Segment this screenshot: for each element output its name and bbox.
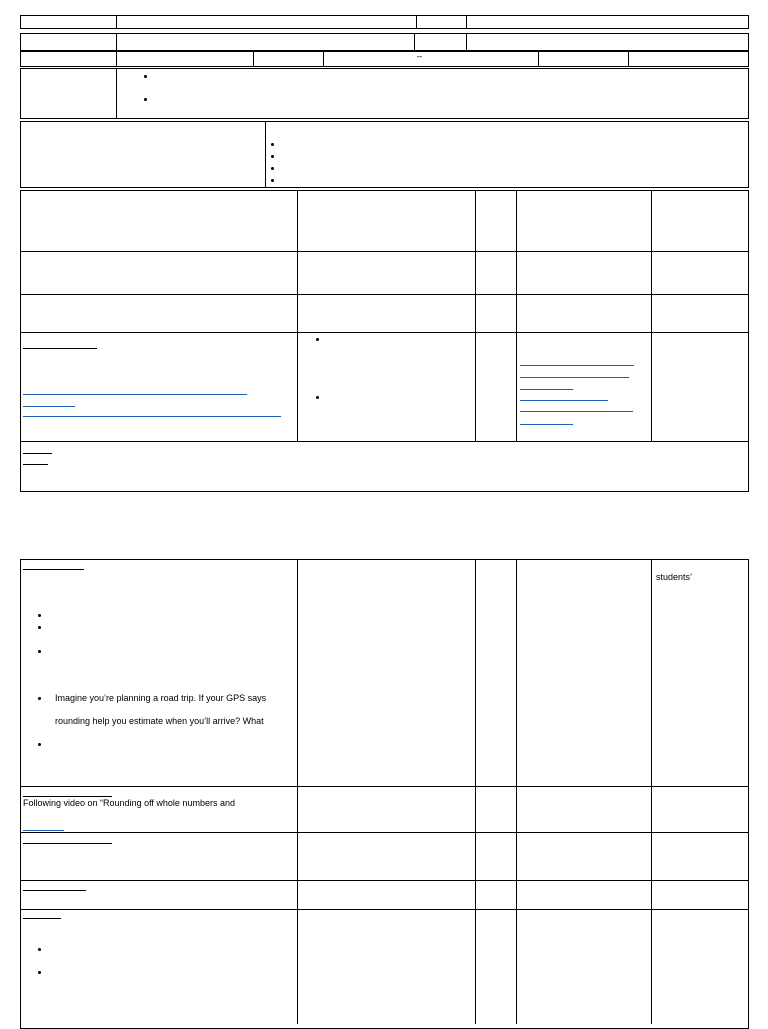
header-row-3-divider <box>538 51 539 67</box>
bullet-icon <box>38 650 41 653</box>
resource-link[interactable] <box>520 377 629 378</box>
section-heading-underline <box>23 890 86 891</box>
video-description: Following video on “Rounding off whole numbers and <box>23 798 235 808</box>
bullet-icon <box>38 971 41 974</box>
row-divider <box>20 786 749 787</box>
lesson-table-top <box>20 190 749 492</box>
bullet-icon <box>38 614 41 617</box>
header-dash: – <box>417 51 423 61</box>
bullet-icon <box>38 948 41 951</box>
row-divider <box>20 909 749 910</box>
header-row-1-divider <box>116 15 117 29</box>
header-row-3-divider <box>628 51 629 67</box>
bullet-icon <box>271 167 274 170</box>
column-divider <box>651 190 652 442</box>
objectives-divider <box>116 68 117 119</box>
header-row-3-divider <box>116 51 117 67</box>
header-row-1-divider <box>466 15 467 29</box>
section-heading-underline <box>23 464 48 465</box>
row-divider <box>20 832 749 833</box>
resource-link[interactable] <box>520 389 573 390</box>
header-row-2-divider <box>466 33 467 51</box>
bullet-icon <box>38 626 41 629</box>
bullet-icon <box>38 743 41 746</box>
column-divider <box>475 559 476 1024</box>
notes-students-text: students’ <box>656 572 693 582</box>
row-divider <box>20 332 749 333</box>
lesson-table-bottom <box>20 559 749 1029</box>
column-divider <box>516 559 517 1024</box>
column-divider <box>516 190 517 442</box>
section-heading-underline <box>23 453 52 454</box>
column-divider <box>651 559 652 1024</box>
header-row-3 <box>20 51 749 67</box>
header-row-2 <box>20 33 749 51</box>
bullet-icon <box>271 179 274 182</box>
bullet-icon <box>271 155 274 158</box>
objectives-row <box>20 68 749 119</box>
road-trip-question-line-2: rounding help you estimate when you’ll arrive? What <box>55 716 264 726</box>
section-heading-underline <box>23 796 112 797</box>
header-row-1-divider <box>416 15 417 29</box>
row-divider <box>20 251 749 252</box>
column-divider <box>297 559 298 1024</box>
row-divider <box>20 880 749 881</box>
bullet-icon <box>38 697 41 700</box>
bullet-icon <box>271 143 274 146</box>
header-row-3-divider <box>253 51 254 67</box>
header-row-3-divider <box>323 51 324 67</box>
outcomes-divider <box>265 121 266 188</box>
header-row-2-divider <box>116 33 117 51</box>
resource-link[interactable] <box>520 400 608 401</box>
bullet-icon <box>316 396 319 399</box>
bullet-icon <box>144 75 147 78</box>
resource-link[interactable] <box>520 365 634 366</box>
resource-link[interactable] <box>23 394 247 395</box>
resource-link[interactable] <box>23 406 75 407</box>
resource-link[interactable] <box>520 424 573 425</box>
column-divider <box>297 190 298 442</box>
section-heading-underline <box>23 348 97 349</box>
row-divider <box>20 294 749 295</box>
header-row-2-divider <box>414 33 415 51</box>
bullet-icon <box>316 338 319 341</box>
section-heading-underline <box>23 569 84 570</box>
outcomes-row <box>20 121 749 188</box>
row-divider <box>20 441 749 442</box>
resource-link[interactable] <box>23 416 281 417</box>
section-heading-underline <box>23 843 112 844</box>
video-link[interactable] <box>23 830 64 831</box>
column-divider <box>475 190 476 442</box>
header-row-1 <box>20 15 749 29</box>
bullet-icon <box>144 98 147 101</box>
road-trip-question-line-1: Imagine you’re planning a road trip. If your GPS says <box>55 693 267 703</box>
resource-link[interactable] <box>520 411 633 412</box>
section-heading-underline <box>23 918 61 919</box>
